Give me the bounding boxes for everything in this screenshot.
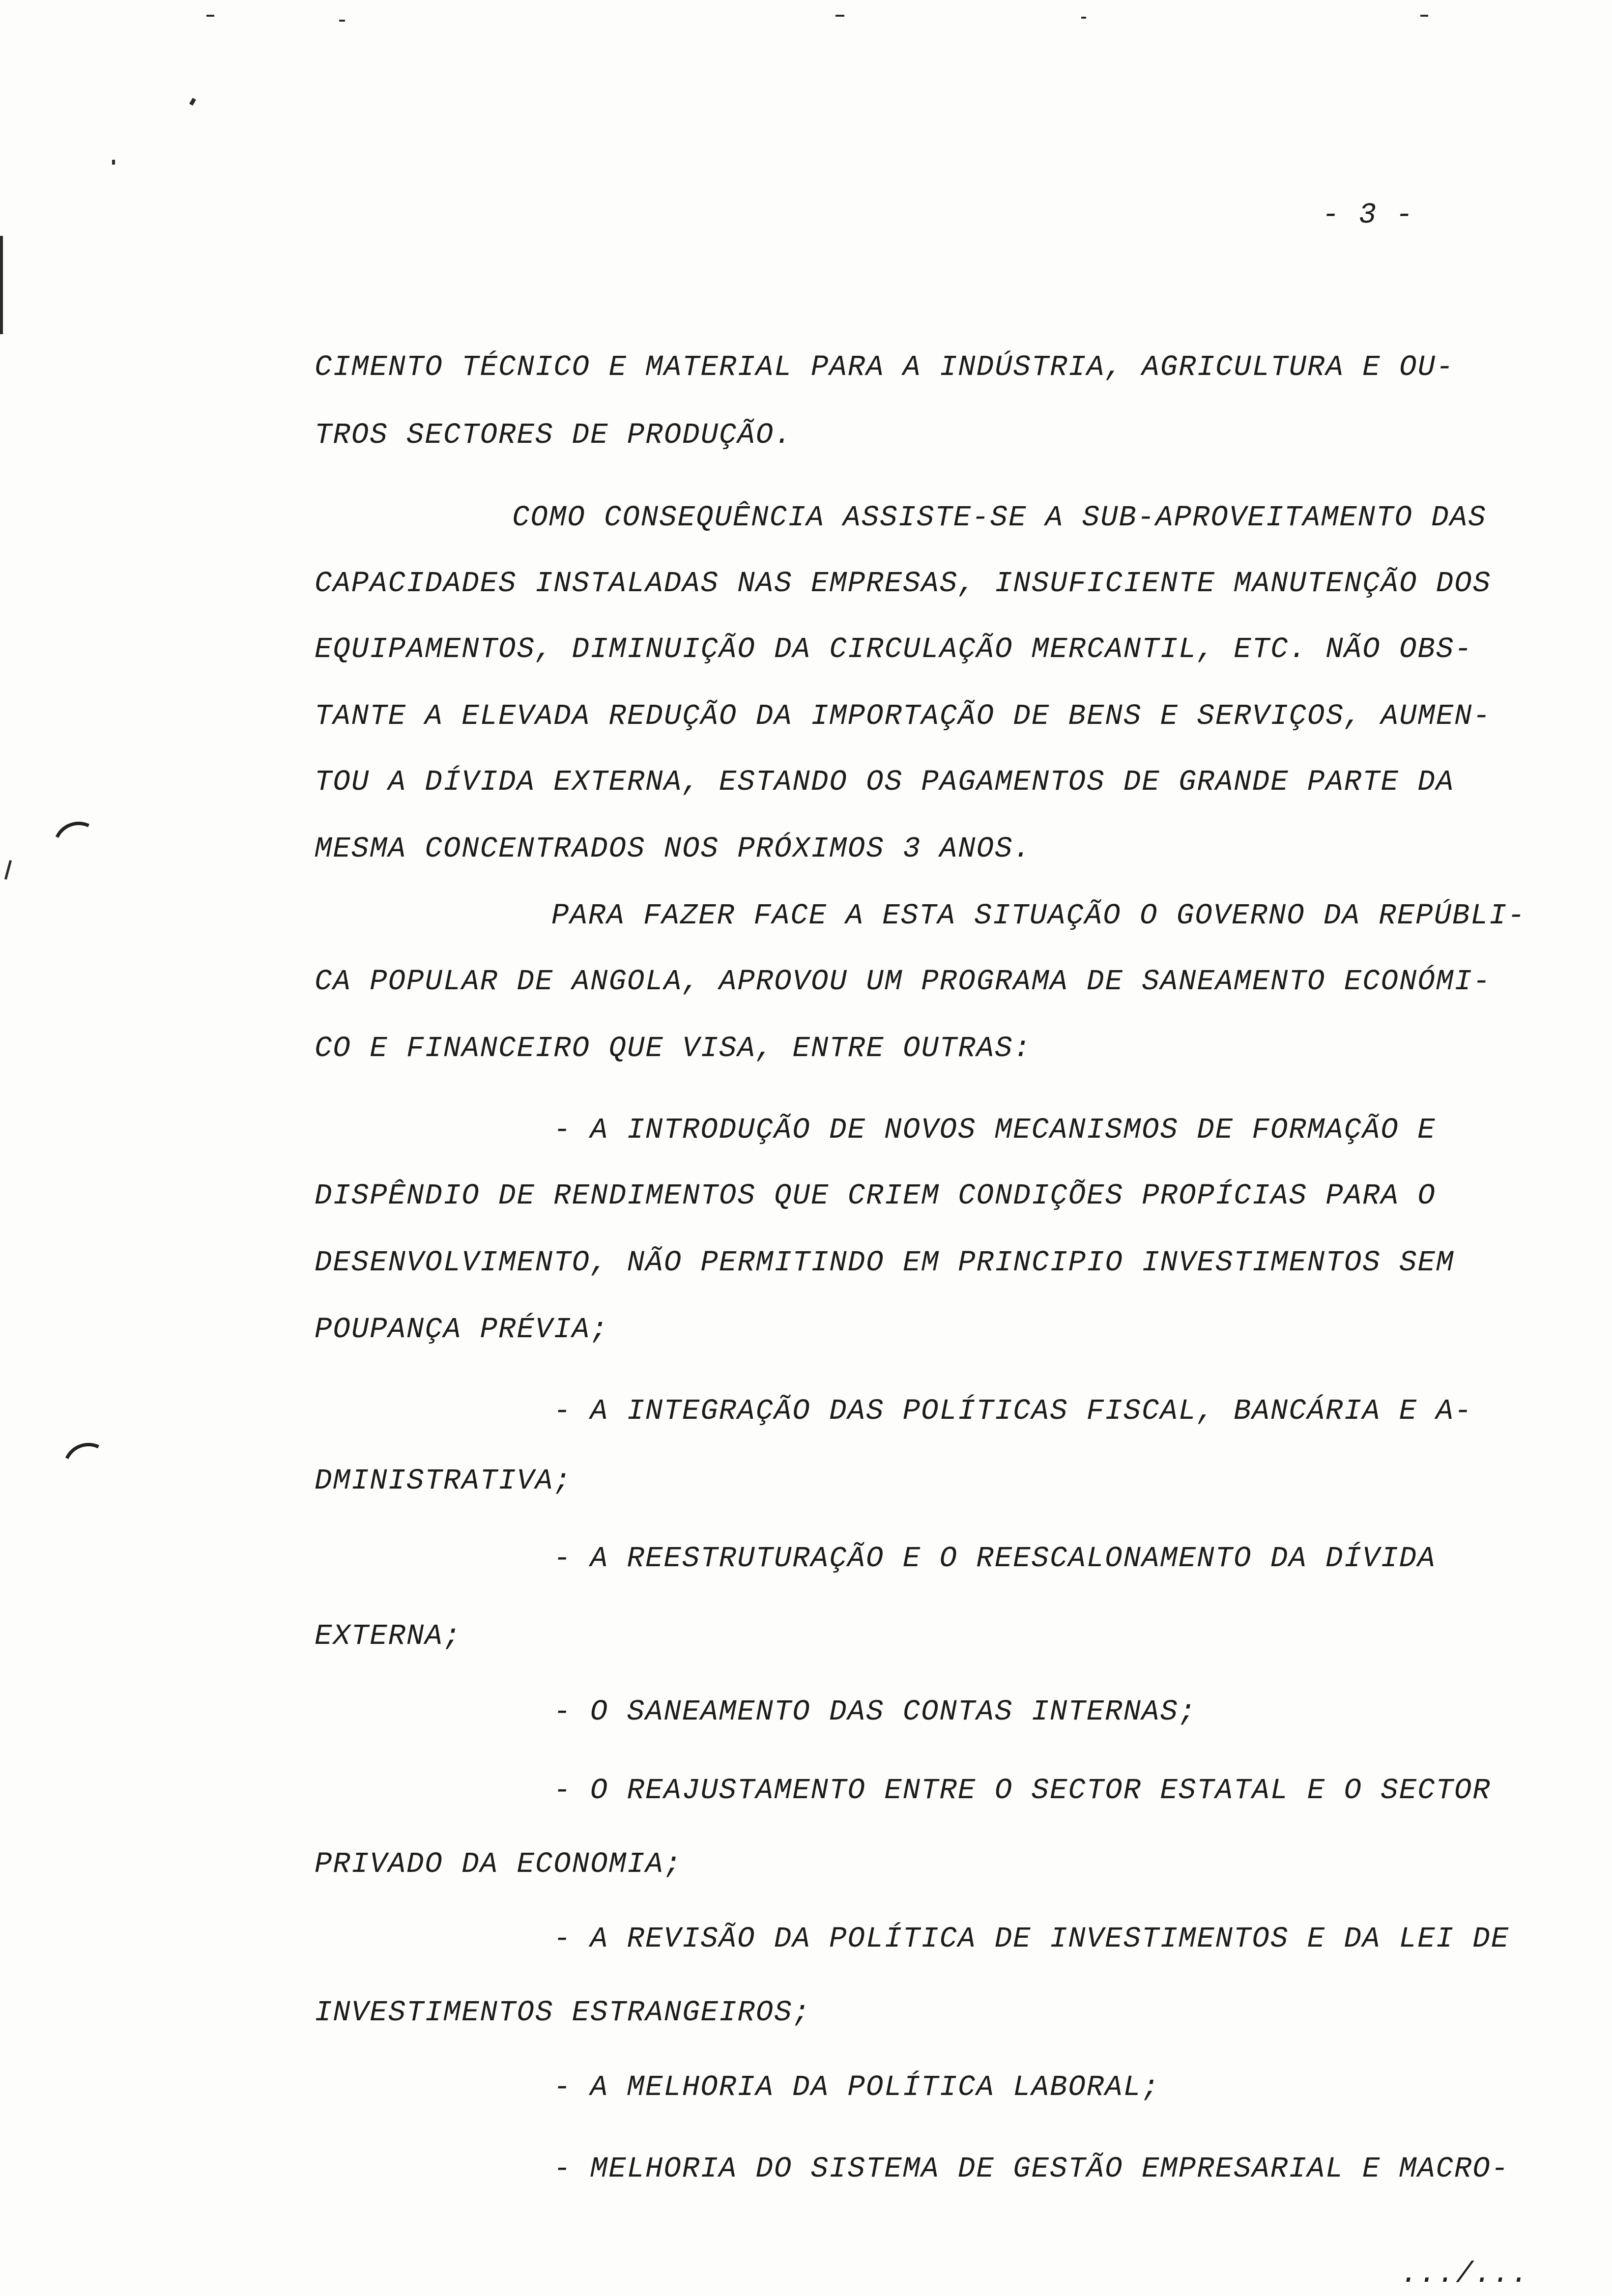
body-line: EXTERNA; xyxy=(315,1620,462,1653)
body-line: - MELHORIA DO SISTEMA DE GESTÃO EMPRESARIAL E MACRO- xyxy=(553,2152,1510,2185)
body-line: - A REESTRUTURAÇÃO E O REESCALONAMENTO DA DÍVIDA xyxy=(553,1542,1436,1575)
body-line: CO E FINANCEIRO QUE VISA, ENTRE OUTRAS: xyxy=(315,1032,1032,1065)
body-line: PRIVADO DA ECONOMIA; xyxy=(315,1848,683,1881)
body-line: - A REVISÃO DA POLÍTICA DE INVESTIMENTOS E DA LEI DE xyxy=(553,1923,1510,1955)
body-line: CIMENTO TÉCNICO E MATERIAL PARA A INDÚSTRIA, AGRICULTURA E OU- xyxy=(315,351,1455,384)
body-line: DISPÊNDIO DE RENDIMENTOS QUE CRIEM CONDIÇÕES PROPÍCIAS PARA O xyxy=(315,1179,1436,1212)
body-line: POUPANÇA PRÉVIA; xyxy=(315,1313,609,1346)
body-line: DESENVOLVIMENTO, NÃO PERMITINDO EM PRINCIPIO INVESTIMENTOS SEM xyxy=(315,1246,1455,1279)
scan-speck xyxy=(189,98,196,106)
body-line: - O REAJUSTAMENTO ENTRE O SECTOR ESTATAL E O SECTOR xyxy=(553,1774,1491,1807)
body-line: TROS SECTORES DE PRODUÇÃO. xyxy=(315,419,793,452)
body-line: DMINISTRATIVA; xyxy=(315,1464,572,1497)
page-number: - 3 - xyxy=(1322,199,1414,231)
body-line: - A INTRODUÇÃO DE NOVOS MECANISMOS DE FORMAÇÃO E xyxy=(553,1114,1436,1147)
body-line: COMO CONSEQUÊNCIA ASSISTE-SE A SUB-APROVEITAMENTO DAS xyxy=(512,501,1487,534)
body-line: EQUIPAMENTOS, DIMINUIÇÃO DA CIRCULAÇÃO MERCANTIL, ETC. NÃO OBS- xyxy=(315,633,1473,666)
body-line: CA POPULAR DE ANGOLA, APROVOU UM PROGRAMA DE SANEAMENTO ECONÓMI- xyxy=(315,965,1491,998)
scan-speck xyxy=(206,15,214,17)
scan-speck xyxy=(1420,15,1428,17)
continuation-marker: .../... xyxy=(1401,2258,1529,2291)
body-line: PARA FAZER FACE A ESTA SITUAÇÃO O GOVERNO DA REPÚBLI- xyxy=(551,899,1526,932)
body-line: MESMA CONCENTRADOS NOS PRÓXIMOS 3 ANOS. xyxy=(315,832,1032,865)
punch-hole-mark xyxy=(56,1435,121,1501)
body-line: INVESTIMENTOS ESTRANGEIROS; xyxy=(315,1996,811,2029)
scan-speck xyxy=(835,15,844,17)
body-line: CAPACIDADES INSTALADAS NAS EMPRESAS, INSUFICIENTE MANUTENÇÃO DOS xyxy=(315,567,1491,600)
body-line: - O SANEAMENTO DAS CONTAS INTERNAS; xyxy=(553,1695,1197,1728)
scan-edge-line xyxy=(4,860,12,880)
body-line: TOU A DÍVIDA EXTERNA, ESTANDO OS PAGAMENTOS DE GRANDE PARTE DA xyxy=(315,766,1455,799)
scan-speck xyxy=(339,20,345,22)
punch-hole-mark xyxy=(46,814,111,880)
scan-speck xyxy=(1081,17,1086,19)
scan-edge-line xyxy=(0,236,3,334)
body-line: - A INTEGRAÇÃO DAS POLÍTICAS FISCAL, BANCÁRIA E A- xyxy=(553,1395,1473,1428)
scan-speck xyxy=(112,160,115,165)
body-line: - A MELHORIA DA POLÍTICA LABORAL; xyxy=(553,2071,1160,2104)
body-line: TANTE A ELEVADA REDUÇÃO DA IMPORTAÇÃO DE BENS E SERVIÇOS, AUMEN- xyxy=(315,700,1491,733)
